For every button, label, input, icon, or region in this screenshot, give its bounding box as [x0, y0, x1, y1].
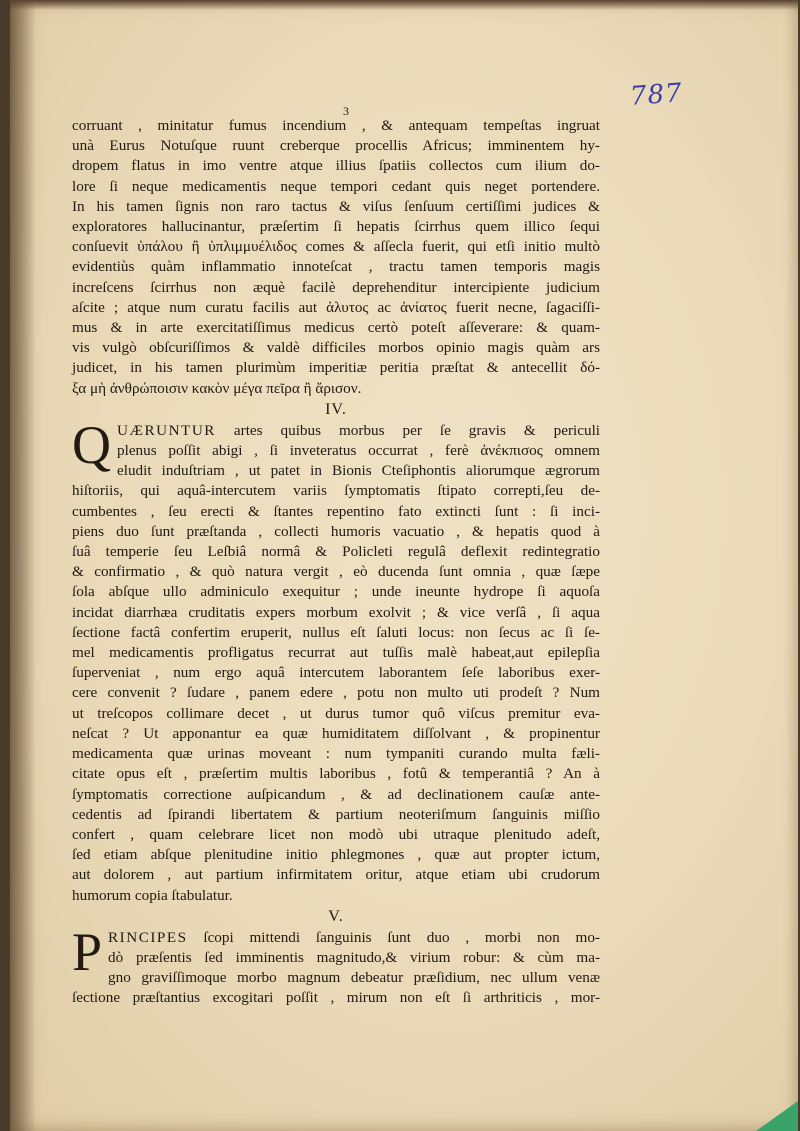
text-line: dropem flatus in imo ventre atque illius ſpatiis collectos cum ilium do-	[72, 157, 600, 175]
text-line: gno graviſſimoque morbo magnum debeatur præſidium, nec ullum venæ	[108, 969, 600, 987]
text-line	[72, 928, 600, 948]
corner-marker	[756, 1101, 798, 1131]
text-line: humorum copia ſtabulatur.	[72, 886, 233, 904]
text-line: ſymptomatis correctione auſpicandum , & ad declinationem cauſæ ante-	[72, 785, 600, 803]
text-line: ξα μὴ ἀνθρώποισιν κακὸν μέγα πεῖρα ἢ ἄρισον.	[72, 379, 362, 397]
text-line: eludit induſtriam , ut patet in Bionis Cteſiphontis aliorumque ægrorum	[117, 462, 600, 480]
text-line: neſcat ? Ut apponantur ea quæ humiditatem diſſolvant , & propinentur	[72, 724, 600, 742]
text-line: conſuevit ὑπάλου ἢ ὑπλιμμυέλιδος comes & aſſecla fuerit, qui etſi initio multò	[72, 238, 600, 256]
gutter-shadow	[10, 0, 36, 1131]
text-line: unà Eurus Notuſque ruunt creberque procellis Africus; imminentem hy-	[72, 137, 600, 155]
text-line: ſed etiam abſque plenitudine initio phlegmones , quæ aut propter ictum,	[72, 846, 600, 864]
text-line: ut treſcopos collimare decet , ut durus tumor quô viſcus premitur eva-	[72, 704, 600, 722]
text-line: piens duo ſunt præſtanda , collecti humoris vacuatio , & hepatis quod à	[72, 522, 600, 540]
text-line: In his tamen ſignis non raro tactus & viſus ſenſuum certiſſimi judices &	[72, 197, 600, 215]
text-line: cedentis ad ſpirandi libertatem & partium neoteriſmum ſanguinis miſſio	[72, 805, 600, 823]
text-line-rest: artes quibus morbus per ſe gravis & periculi	[233, 421, 601, 439]
text-line: ſectione factâ confertim eruperit, nullus eſt ſaluti locus: non ſecus ac ſi ſe-	[72, 623, 600, 641]
page-top-edge	[10, 0, 798, 10]
text-line: confert , quam celebrare licet non modò ubi utraque plenitudo adeſt,	[72, 825, 600, 843]
text-line: cumbentes , ſeu erecti & ſtantes repentino fato extincti ſunt : ſi inci-	[72, 502, 600, 520]
text-line: increſcens ſcirrhus non æquè facilè deprehenditur intercipiente judicium	[72, 278, 600, 296]
text-line: dò præſentis ſed imminentis magnitudo,& virium robur: & cùm ma-	[108, 948, 600, 966]
text-line: mel medicamentis profligatus recurrat aut tuſſis malè habeat,aut epilepſia	[72, 644, 600, 662]
text-line: vis vulgò obſcuriſſimos & valdè difficiles morbos opinio magis quàm ars	[72, 339, 600, 357]
text-line: ſectione præſtantius excogitari poſſit , mirum non eſt ſi arthriticis , mor-	[72, 989, 600, 1007]
section-heading-v: V.	[328, 907, 344, 925]
signature-mark: 3	[343, 104, 349, 118]
text-line: aſcite ; atque num curatu facilis aut ἀλυτος ac ἀνίατος fuerit necne, ſagaciſſi-	[72, 298, 600, 316]
text-line: & confirmatio , & quò natura vergit , eò ducenda ſunt omnia , quæ ſæpe	[72, 563, 600, 581]
text-line: plenus poſſit abigi , ſi inveteratus occurrat , ferè ἀνέκπισος omnem	[117, 442, 600, 460]
folio-number: 787	[629, 78, 684, 112]
text-line: exploratores hallucinantur, præſertim ſi hepatis ſcirrhus quem illico ſequi	[72, 218, 600, 236]
text-line: evidentiùs quàm inflammatio innoteſcat , tractu tamen temporis magis	[72, 258, 600, 276]
text-line: medicamenta quæ urinas moveant : num tympaniti curando multa fæli-	[72, 745, 600, 763]
section-iv-paragraph	[72, 414, 601, 906]
section-v-paragraph	[72, 921, 600, 1009]
text-line-rest: ſcopi mittendi ſanguinis ſunt duo , morbi non mo-	[203, 928, 600, 946]
text-line	[72, 421, 600, 441]
text-line: incidat diarrhæa cruditatis expers morbum exolvit ; & vice verſâ , ſi aqua	[72, 603, 600, 621]
drop-cap: P	[72, 921, 103, 982]
text-line: corruant , minitatur fumus incendium , & antequam tempeſtas ingruat	[72, 117, 600, 134]
text-line: mus & in arte exercitatiſſimus medicus certò poteſt aſſeverare: & quam-	[72, 319, 600, 337]
body-text	[72, 116, 600, 1009]
first-word: UÆRUNTUR	[117, 421, 216, 439]
drop-cap: Q	[72, 414, 111, 475]
text-line: judicet, in his tamen plurimùm imperitiæ peritia præſtat & antecellit δό-	[72, 359, 600, 377]
book-page	[10, 0, 798, 1131]
text-line: cere convenit ? ſudare , panem edere , potu non multo uti prodeſt ? Num	[72, 684, 600, 702]
text-line: ſuâ temperie ſeu Leſbiâ normâ & Policleti regulâ deflexit redintegratio	[72, 543, 600, 561]
text-line: hiſtoriis, qui aquâ-intercutem variis ſymptomatis ſtipato correpti,ſeu de-	[72, 482, 600, 500]
text-line: aut dolorem , aut partium infirmitatem oritur, atque etiam ubi crudorum	[72, 866, 600, 884]
text-line: citate opus eſt , præſertim multis laboribus , fotû & temperantiâ ? An à	[72, 765, 600, 783]
section-heading-iv: IV.	[325, 400, 347, 418]
text-line: ſuperveniat , num ergo aquâ intercutem laborantem ſeſe laboribus exer-	[72, 664, 600, 682]
first-word: RINCIPES	[108, 928, 188, 946]
text-line: ſola abſque ullo adminiculo exequitur ; unde ineunte hydrope ſi aquoſa	[72, 583, 600, 601]
text-line: lore ſi neque medicamentis neque tempori cedant quis neget portendere.	[72, 177, 600, 195]
